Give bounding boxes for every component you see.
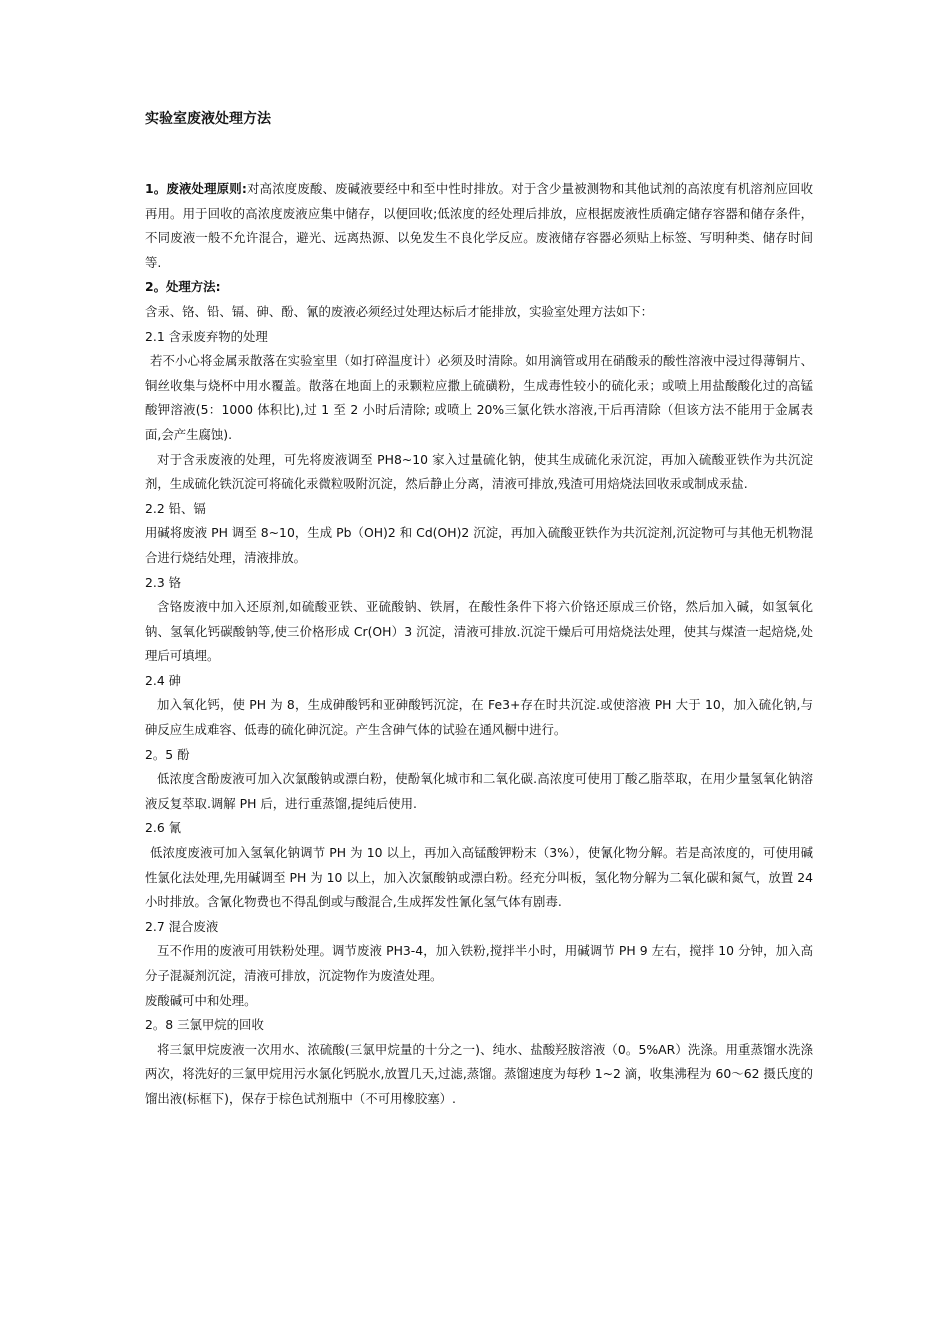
section-heading-2-6: 2.6 氰 — [145, 820, 182, 836]
principles-text: 对高浓度废酸、废碱液要经中和至中性时排放。对于含少量被测物和其他试剂的高浓度有机溶剂应回收再用。用于回收的高浓度废液应集中储存，以便回收;低浓度的经处理后排放，应根据废液性质确定储存容器和储存条件，不同废液一般不允许混合，避光、远离热源、以免发生不良化学反应。废液储存容器必须贴上标签、写明种类、储存时间等. — [145, 181, 814, 270]
paragraph-principles — [145, 177, 813, 275]
paragraph-2-2: 用碱将废液 PH 调至 8~10，生成 Pb（OH)2 和 Cd(OH)2 沉淀，再加入硫酸亚铁作为共沉淀剂,沉淀物可与其他无机物混合进行烧结处理，清液排放。 — [145, 525, 813, 565]
section-heading-2-7: 2.7 混合废液 — [145, 918, 219, 934]
paragraph-2-7: 互不作用的废液可用铁粉处理。调节废液 PH3-4，加入铁粉,搅拌半小时，用碱调节 PH 9 左右，搅拌 10 分钟，加入高分子混凝剂沉淀，清液可排放，沉淀物作为废渣处理。 — [145, 943, 813, 983]
paragraph-2-5: 低浓度含酚废液可加入次氯酸钠或漂白粉，使酚氧化城市和二氧化碳.高浓度可使用丁酸乙脂萃取，在用少量氢氧化钠溶液反复萃取.调解 PH 后，进行重蒸馏,提纯后使用. — [145, 771, 813, 811]
section-heading-2-8: 2。8 三氯甲烷的回收 — [145, 1017, 264, 1033]
principles-label: 1。废液处理原则: — [145, 181, 247, 196]
section-heading-2-5: 2。5 酚 — [145, 746, 190, 762]
paragraph-2-1-b: 对于含汞废液的处理，可先将废液调至 PH8~10 家入过量硫化钠，使其生成硫化汞沉淀，再加入硫酸亚铁作为共沉淀剂，生成硫化铁沉淀可将硫化汞微粒吸附沉淀，然后静止分离，清液可排放,残渣可用焙烧法回收汞或制成汞盐. — [145, 451, 813, 492]
methods-heading: 2。处理方法: — [145, 279, 221, 295]
section-heading-2-2: 2.2 铅、镉 — [145, 500, 206, 516]
section-heading-2-3: 2.3 铬 — [145, 574, 182, 590]
paragraph-2-7-b: 废酸碱可中和处理。 — [145, 992, 257, 1008]
section-heading-2-4: 2.4 砷 — [145, 672, 182, 688]
document-title: 实验室废液处理方法 — [145, 111, 271, 127]
document-body — [145, 177, 813, 1112]
paragraph-2-6: 低浓度废液可加入氢氧化钠调节 PH 为 10 以上，再加入高锰酸钾粉末（3%），使氰化物分解。若是高浓度的，可使用碱性氯化法处理,先用碱调至 PH 为 10 以上，加入次氯酸钠或漂白粉。经充分叫板，氢化物分解为二氧化碳和氮气，放置 24 小时排放。含氰化物费也不得乱倒或与酸混合,生成挥发性氰化氢气体有剧毒. — [145, 845, 813, 910]
paragraph-2-8: 将三氯甲烷废液一次用水、浓硫酸(三氯甲烷量的十分之一)、纯水、盐酸羟胺溶液（0。5%AR）洗涤。用重蒸馏水洗涤两次，将洗好的三氯甲烷用污水氯化钙脱水,放置几天,过滤,蒸馏。蒸馏速度为每秒 1~2 滴，收集沸程为 60～62 摄氏度的馏出液(标框下)，保存于棕色试剂瓶中（不可用橡胶塞）. — [145, 1041, 813, 1106]
section-heading-2-1: 2.1 含汞废弃物的处理 — [145, 328, 268, 344]
paragraph-2-1-a: 若不小心将金属汞散落在实验室里（如打碎温度计）必须及时清除。如用滴管或用在硝酸汞的酸性溶液中浸过得薄铜片、铜丝收集与烧杯中用水覆盖。散落在地面上的汞颗粒应撒上硫磺粉，生成毒性较小的硫化汞；或喷上用盐酸酸化过的高锰酸钾溶液(5：1000 体积比),过 1 至 2 小时后清除; 或喷上 20%三氯化铁水溶液,干后再清除（但该方法不能用于金属表面,会产生腐蚀). — [145, 353, 813, 442]
paragraph-intro: 含汞、铬、铅、镉、砷、酚、氰的废液必须经过处理达标后才能排放，实验室处理方法如下： — [145, 303, 654, 319]
paragraph-2-4: 加入氧化钙，使 PH 为 8，生成砷酸钙和亚砷酸钙沉淀，在 Fe3+存在时共沉淀.或使溶液 PH 大于 10，加入硫化钠,与砷反应生成难容、低毒的硫化砷沉淀。产生含砷气体的试验在通风橱中进行。 — [145, 697, 813, 738]
paragraph-2-3: 含铬废液中加入还原剂,如硫酸亚铁、亚硫酸钠、铁屑，在酸性条件下将六价铬还原成三价铬，然后加入碱，如氢氧化钠、氢氧化钙碳酸钠等,使三价格形成 Cr(OH）3 沉淀，清液可排放.沉淀干燥后可用焙烧法处理，使其与煤渣一起焙烧,处理后可填埋。 — [145, 599, 813, 664]
